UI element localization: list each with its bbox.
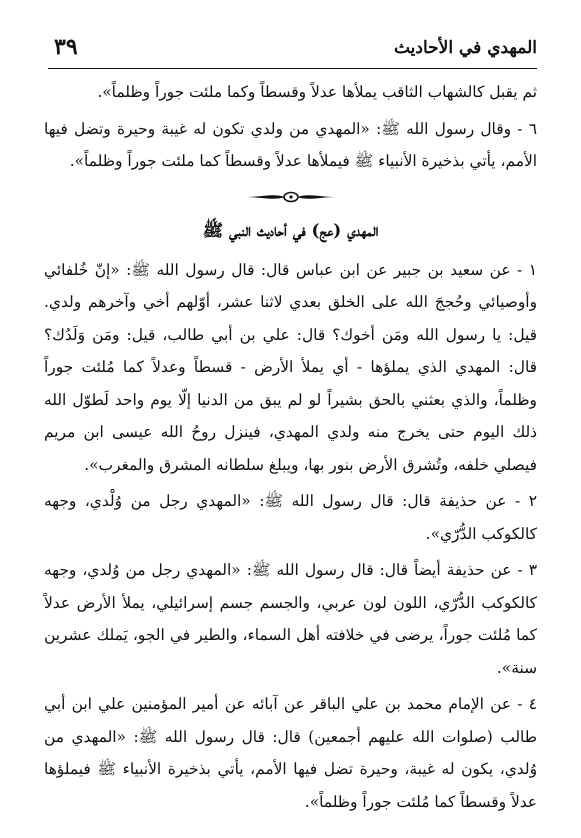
section-title: المهدي (عج) في أحاديث النبي ﷺ	[202, 220, 379, 241]
page-content	[44, 76, 537, 822]
page-header	[48, 34, 537, 69]
hadith-paragraph-6: ٦ - وقال رسول الله ﷺ: «المهدي من ولدي تكون له غيبة وحيرة وتضل فيها الأمم، يأتي بذخيرة الأنبياء ﷺ فيملأها عدلاً وقسطاً كما ملئت جوراً وظلماً».	[44, 119, 537, 170]
continuation-paragraph: ثم يقبل كالشهاب الثاقب يملأها عدلاً وقسطاً وكما ملئت جوراً وظلماً».	[97, 83, 537, 101]
hadith-item-1: ١ - عن سعيد بن جبير عن ابن عباس قال: قال رسول الله ﷺ: «إنّ خُلفائي وأوصيائي وحُججَ الله على الخلق بعدي لاثنا عشر، أوّلهم أخي وآخرهم ولدي. قيل: يا رسول الله ومَن أخوك؟ قال: علي بن أبي طالب، قيل: ومَن وَلَدُك؟ قال: المهدي الذي يملؤها - أي يملأ الأرض - قسطاً وعدلاً كما مُلئت جوراً وظلماً، والذي بعثني بالحق بشيراً لو لم يبق من الدنيا إلّا يوم واحد لَطوّل الله ذلك اليوم حتى يخرج منه ولدي المهدي، فينزل روحُ الله عيسى ابن مريم فيصلي خلفه، وتُشرق الأرض بنور بها، ويبلغ سلطانه المشرق والمغرب».	[44, 260, 537, 474]
hadith-item-3: ٣ - عن حذيفة أيضاً قال: قال رسول الله ﷺ: «المهدي رجل من وُلدي، وجهه كالكوكب الدُّرّي، اللون لون عربي، والجسم جسم إسرائيلي، يملأ الأرض عدلاً كما مُلئت جوراً، يرضى في خلافته أهل السماء، والطير في الجو، يَملك عشرين سنة».	[44, 561, 537, 677]
hadith-item-4: ٤ - عن الإمام محمد بن علي الباقر عن آبائه عن أمير المؤمنين علي ابن أبي طالب (صلوات الله عليهم أجمعين) قال: قال رسول الله ﷺ: «المهدي من وُلدي، يكون له غيبة، وحيرة تضل فيها الأمم، يأتي بذخيرة الأنبياء ﷺ فيملؤها عدلاً وقسطاً كما مُلئت جوراً وظلماً».	[44, 695, 537, 811]
running-title: المهدي في الأحاديث	[393, 38, 537, 58]
ornament-divider-icon	[44, 184, 537, 210]
hadith-item-2: ٢ - عن حذيفة قال: قال رسول الله ﷺ: «المهدي رجل من وُلْدي، وجهه كالكوكب الدُّرّي».	[44, 492, 537, 543]
page-number: ٣٩	[54, 34, 78, 60]
